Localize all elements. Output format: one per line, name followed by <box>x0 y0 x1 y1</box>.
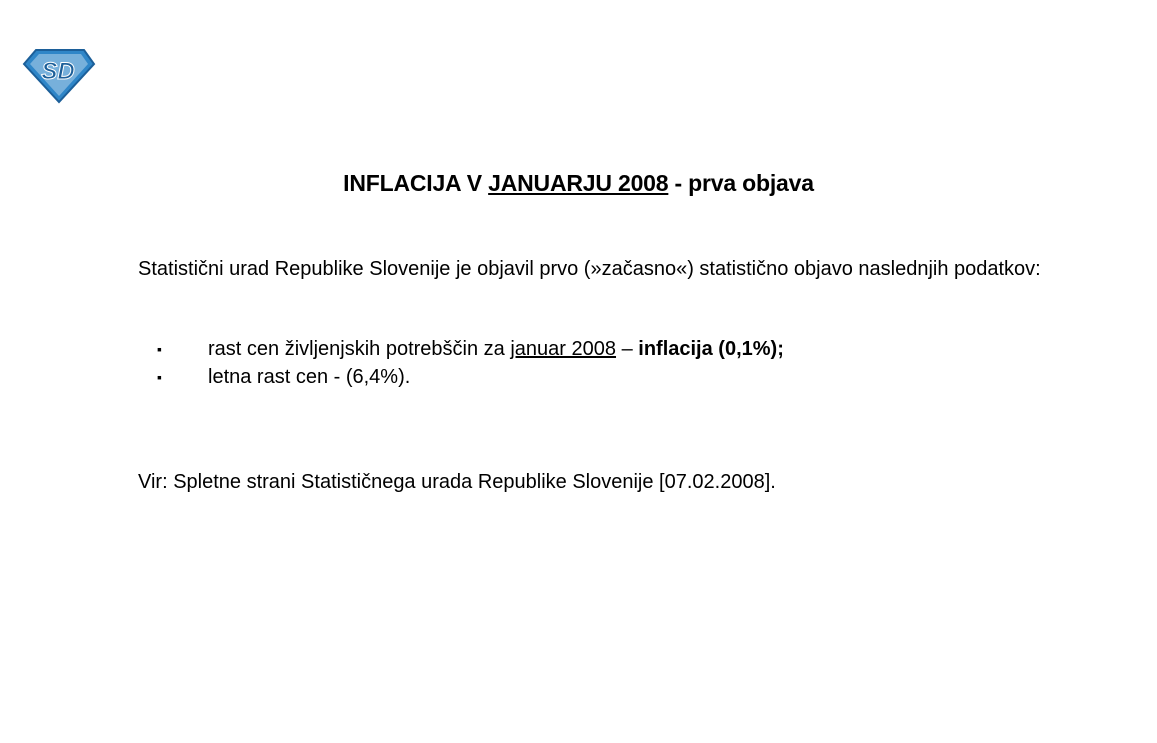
source-citation: Vir: Spletne strani Statističnega urada Republike Slovenije [07.02.2008]. <box>138 471 776 493</box>
item1-pre: rast cen življenjskih potrebščin za <box>208 338 511 360</box>
item1-inflation: inflacija (0,1%); <box>638 338 784 360</box>
bullet-list <box>138 335 1046 391</box>
item2-text: letna rast cen - (6,4%). <box>208 366 411 388</box>
item1-period: januar 2008 <box>510 338 617 360</box>
sd-logo <box>22 46 96 104</box>
page-title <box>0 170 1157 197</box>
title-period: JANUARJU 2008 <box>488 170 669 196</box>
list-item <box>138 363 1046 391</box>
intro-paragraph: Statistični urad Republike Slovenije je objavil prvo (»začasno«) statistično objavo naslednjih podatkov: <box>138 258 1041 280</box>
title-prefix: INFLACIJA V <box>343 170 489 196</box>
bullet-square-icon: ▪ <box>157 369 162 385</box>
bullet-square-icon: ▪ <box>157 341 162 357</box>
list-item <box>138 335 1046 363</box>
logo-lettering: SD <box>41 58 75 85</box>
shield-logo-icon <box>22 46 96 104</box>
title-suffix: - prva objava <box>668 170 814 196</box>
item1-dash: – <box>616 338 639 360</box>
